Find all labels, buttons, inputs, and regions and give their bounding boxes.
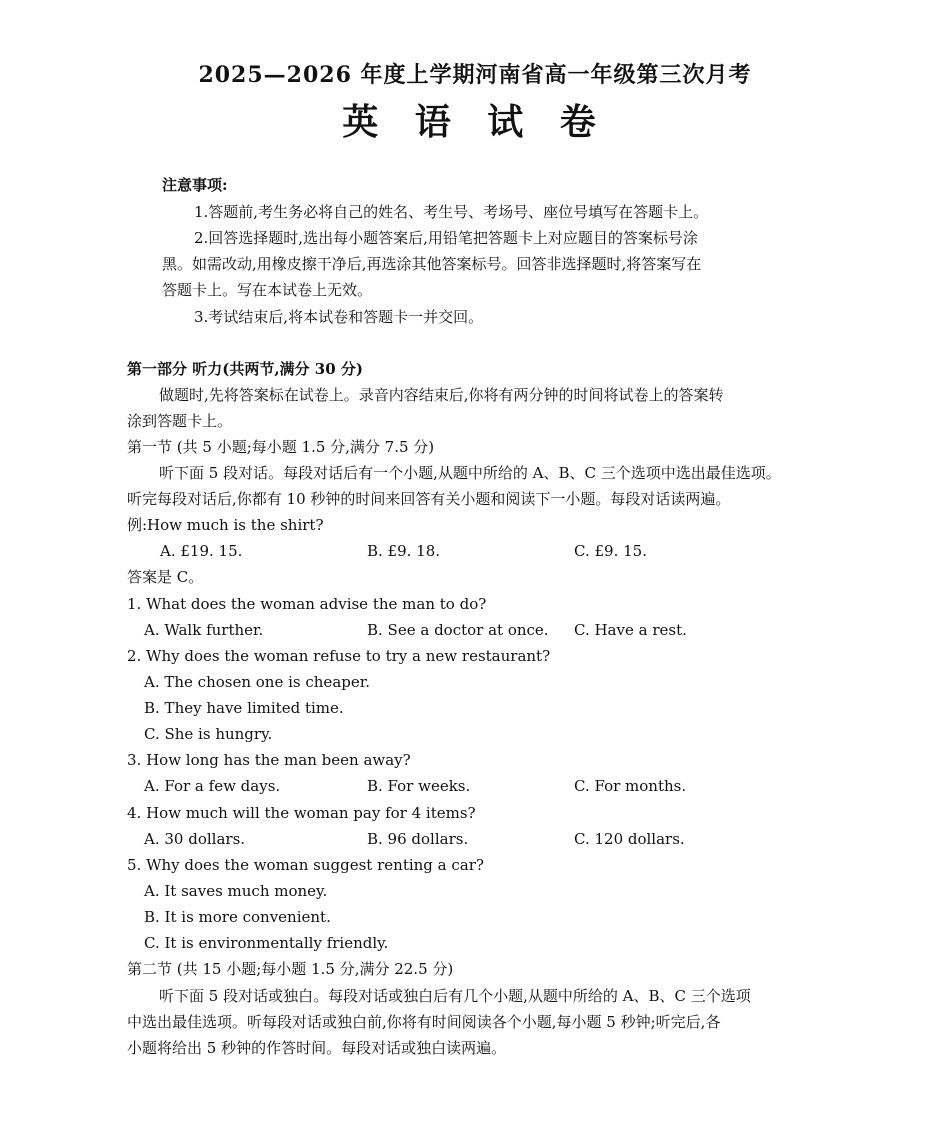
section-one-heading: 第一节 (共 5 小题;每小题 1.5 分,满分 7.5 分) — [127, 438, 435, 456]
question-5-option-a: A. It saves much money. — [144, 882, 328, 900]
section-two-instructions-cont: 小题将给出 5 秒钟的作答时间。每段对话或独白读两遍。 — [127, 1039, 507, 1057]
question-5-option-c: C. It is environmentally friendly. — [144, 934, 389, 952]
question-2-option-a: A. The chosen one is cheaper. — [144, 673, 371, 691]
section-two-heading: 第二节 (共 15 小题;每小题 1.5 分,满分 22.5 分) — [127, 960, 454, 978]
question-3-option-b: B. For weeks. — [367, 777, 471, 795]
notice-item-2-cont: 黑。如需改动,用橡皮擦干净后,再选涂其他答案标号。回答非选择题时,将答案写在 — [162, 255, 702, 273]
example-option-b: B. £9. 18. — [367, 542, 441, 560]
question-3: 3. How long has the man been away? — [127, 751, 411, 769]
notice-item-2-cont: 答题卡上。写在本试卷上无效。 — [162, 281, 373, 299]
question-3-option-a: A. For a few days. — [144, 777, 281, 795]
question-5-option-b: B. It is more convenient. — [144, 908, 331, 926]
example-question: 例:How much is the shirt? — [127, 516, 324, 534]
question-4-option-a: A. 30 dollars. — [144, 830, 246, 848]
question-2-option-c: C. She is hungry. — [144, 725, 273, 743]
subject-title: 英 语 试 卷 — [342, 101, 608, 143]
example-answer: 答案是 C。 — [127, 568, 204, 586]
question-3-option-c: C. For months. — [574, 777, 687, 795]
notice-item-1: 1.答题前,考生务必将自己的姓名、考生号、考场号、座位号填写在答题卡上。 — [194, 203, 709, 221]
part-one-instructions-cont: 涂到答题卡上。 — [127, 412, 233, 430]
notice-item-3: 3.考试结束后,将本试卷和答题卡一并交回。 — [194, 308, 484, 326]
part-one-instructions: 做题时,先将答案标在试卷上。录音内容结束后,你将有两分钟的时间将试卷上的答案转 — [159, 386, 724, 404]
question-4-option-b: B. 96 dollars. — [367, 830, 469, 848]
example-option-c: C. £9. 15. — [574, 542, 647, 560]
question-1: 1. What does the woman advise the man to do? — [127, 595, 487, 613]
question-1-option-b: B. See a doctor at once. — [367, 621, 549, 639]
notice-heading: 注意事项: — [162, 176, 228, 194]
question-4: 4. How much will the woman pay for 4 items? — [127, 804, 476, 822]
exam-title: 2025—2026 年度上学期河南省高一年级第三次月考 — [198, 62, 752, 88]
example-option-a: A. £19. 15. — [160, 542, 243, 560]
section-two-instructions-cont: 中选出最佳选项。听每段对话或独白前,你将有时间阅读各个小题,每小题 5 秒钟;听完后,各 — [127, 1013, 721, 1031]
notice-item-2: 2.回答选择题时,选出每小题答案后,用铅笔把答题卡上对应题目的答案标号涂 — [194, 229, 698, 247]
question-2: 2. Why does the woman refuse to try a new restaurant? — [127, 647, 551, 665]
section-one-instructions-cont: 听完每段对话后,你都有 10 秒钟的时间来回答有关小题和阅读下一小题。每段对话读两遍。 — [127, 490, 731, 508]
question-2-option-b: B. They have limited time. — [144, 699, 344, 717]
question-1-option-a: A. Walk further. — [144, 621, 264, 639]
question-4-option-c: C. 120 dollars. — [574, 830, 685, 848]
section-two-instructions: 听下面 5 段对话或独白。每段对话或独白后有几个小题,从题中所给的 A、B、C 三个选项 — [159, 987, 751, 1005]
section-one-instructions: 听下面 5 段对话。每段对话后有一个小题,从题中所给的 A、B、C 三个选项中选出最佳选项。 — [159, 464, 781, 482]
part-one-heading: 第一部分 听力(共两节,满分 30 分) — [127, 360, 363, 378]
question-5: 5. Why does the woman suggest renting a car? — [127, 856, 484, 874]
question-1-option-c: C. Have a rest. — [574, 621, 687, 639]
